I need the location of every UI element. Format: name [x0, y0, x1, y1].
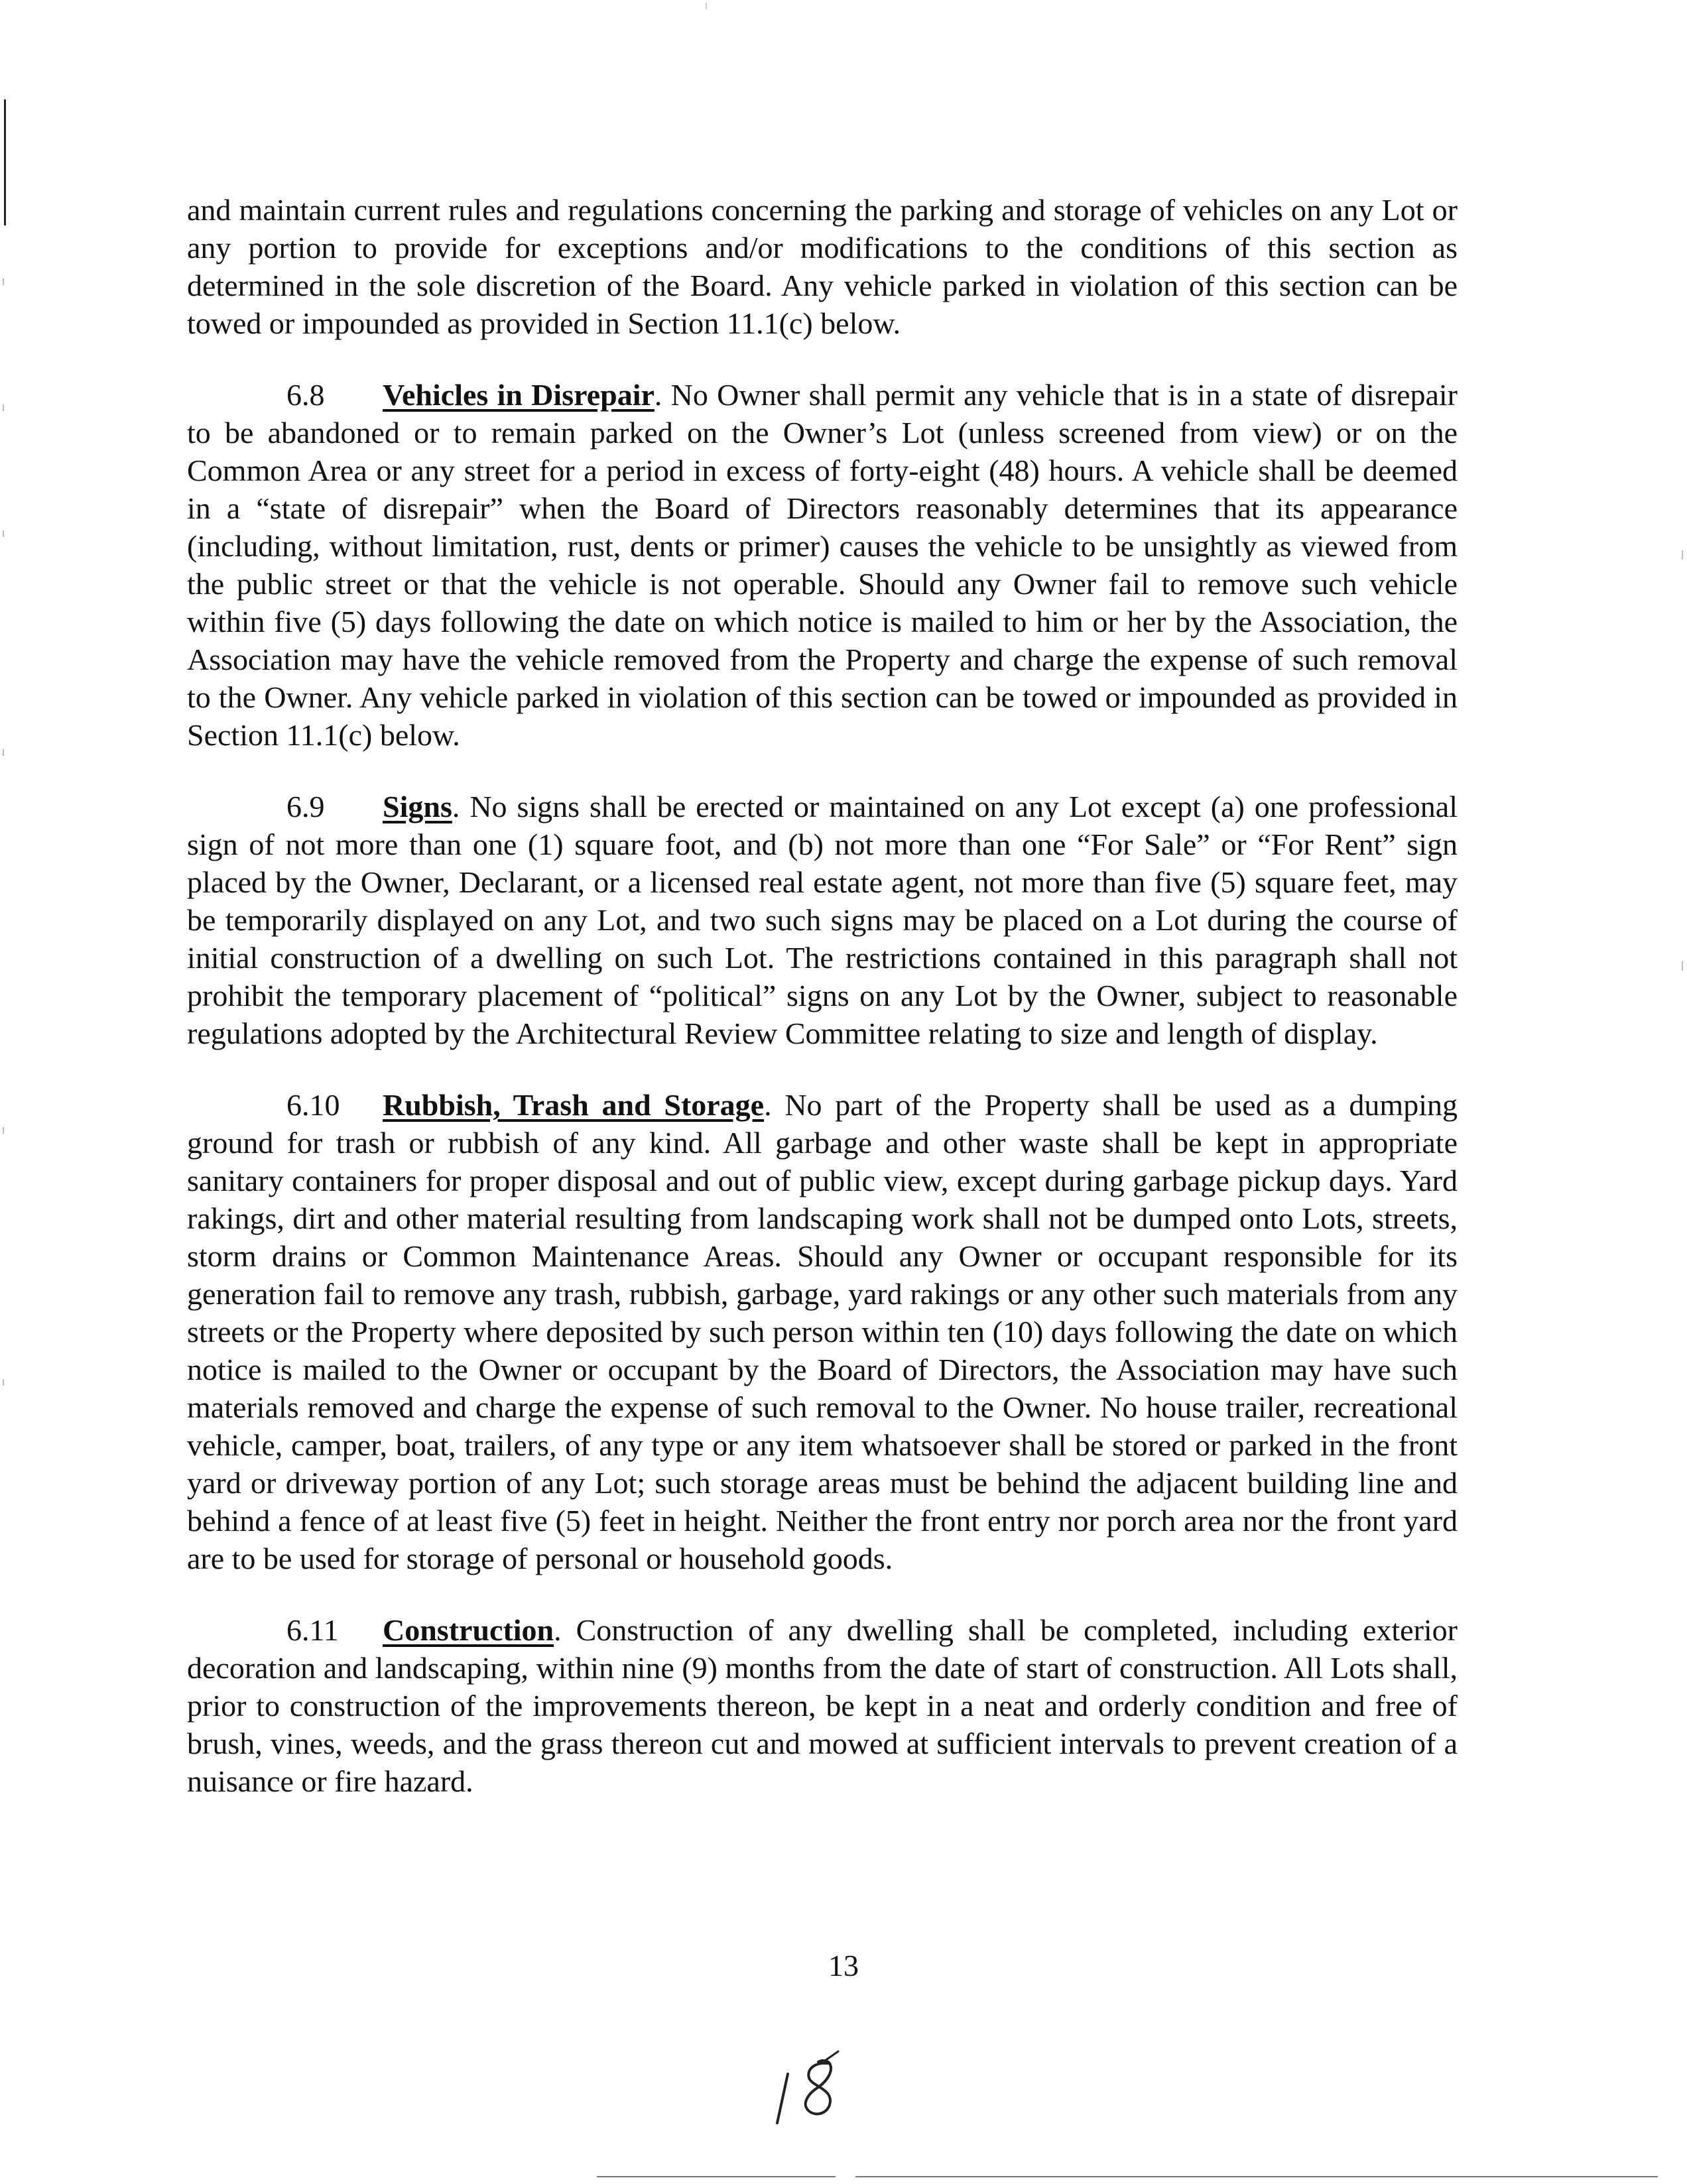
scan-bottom-line [597, 2176, 836, 2177]
section-body: . No Owner shall permit any vehicle that is in a state of disrepair to be abandoned or to remain parked on the Owner’s Lot (unless screened from view) or on the Common Area or any street for a period in excess of forty-eight (48) hours. A vehicle shall be deemed in a “state of disrepair” when the Board of Directors reasonably determines that its appearance (including, without limitation, rust, dents or primer) causes the vehicle to be unsightly as viewed from the public street or that the vehicle is not operable. Should any Owner fail to remove such vehicle within five (5) days following the date on which notice is mailed to him or her by the Association, the Association may have the vehicle removed from the Property and charge the expense of such removal to the Owner. Any vehicle parked in violation of this section can be towed or impounded as provided in Section 11.1(c) below. [187, 378, 1458, 752]
section-title: Signs [383, 790, 452, 823]
scan-edge-mark [3, 1127, 4, 1134]
section-6-8 [187, 376, 1458, 754]
scan-edge-mark [1682, 550, 1683, 560]
section-6-10 [187, 1086, 1458, 1577]
scan-edge-mark [3, 749, 4, 756]
scan-edge-mark [3, 404, 4, 411]
section-number: 6.11 [286, 1613, 339, 1647]
section-number: 6.9 [286, 790, 325, 823]
section-title: Construction [383, 1613, 554, 1647]
scan-bottom-line [855, 2176, 1658, 2177]
scan-edge-rule [4, 99, 6, 225]
scan-edge-mark [1682, 961, 1683, 971]
continuation-paragraph: and maintain current rules and regulations concerning the parking and storage of vehicles on any Lot or any portion to provide for exceptions and/or modifications to the conditions of this section as determined in the sole discretion of the Board. Any vehicle parked in violation of this section can be towed or impounded as provided in Section 11.1(c) below. [187, 193, 1458, 340]
section-number: 6.10 [286, 1088, 340, 1122]
scan-edge-mark [3, 1379, 4, 1386]
section-body: . Construction of any dwelling shall be completed, including exterior decoration and landscaping, within nine (9) months from the date of start of construction. All Lots shall, prior to construction of the improvements thereon, be kept in a neat and orderly condition and free of brush, vines, weeds, and the grass thereon cut and mowed at sufficient intervals to prevent creation of a nuisance or fire hazard. [187, 1613, 1458, 1798]
scan-edge-mark [3, 530, 4, 537]
section-6-11 [187, 1611, 1458, 1800]
section-body: . No signs shall be erected or maintained on any Lot except (a) one professional sign of not more than one (1) square foot, and (b) not more than one “For Sale” or “For Rent” sign placed by the Owner, Declarant, or a licensed real estate agent, not more than five (5) square feet, may be temporarily displayed on any Lot, and two such signs may be placed on a Lot during the course of initial construction of a dwelling on such Lot. The restrictions contained in this paragraph shall not prohibit the temporary placement of “political” signs on any Lot by the Owner, subject to reasonable regulations adopted by the Architectural Review Committee relating to size and length of display. [187, 790, 1458, 1050]
section-title: Rubbish, Trash and Storage [383, 1088, 765, 1122]
scan-mark-top [706, 3, 707, 9]
section-number: 6.8 [286, 378, 325, 412]
section-title: Vehicles in Disrepair [383, 378, 655, 412]
document-body [187, 191, 1458, 1834]
section-6-9 [187, 788, 1458, 1052]
page-number: 13 [828, 1949, 859, 1982]
scan-edge-mark [3, 278, 4, 285]
section-body: . No part of the Property shall be used as a dumping ground for trash or rubbish of any kind. All garbage and other waste shall be kept in appropriate sanitary containers for proper disposal and out of public view, except during garbage pickup days. Yard rakings, dirt and other material resulting from landscaping work shall not be dumped onto Lots, streets, storm drains or Common Maintenance Areas. Should any Owner or occupant responsible for its generation fail to remove any trash, rubbish, garbage, yard rakings or any other such materials from any streets or the Property where deposited by such person within ten (10) days following the date on which notice is mailed to the Owner or occupant by the Board of Directors, the Association may have such materials removed and charge the expense of such removal to the Owner. No house trailer, recreational vehicle, camper, boat, trailers, of any type or any item whatsoever shall be stored or parked in the front yard or driveway portion of any Lot; such storage areas must be behind the adjacent building line and behind a fence of at least five (5) feet in height. Neither the front entry nor porch area nor the front yard are to be used for storage of personal or household goods. [187, 1088, 1458, 1575]
handwritten-page-mark [769, 2049, 862, 2128]
